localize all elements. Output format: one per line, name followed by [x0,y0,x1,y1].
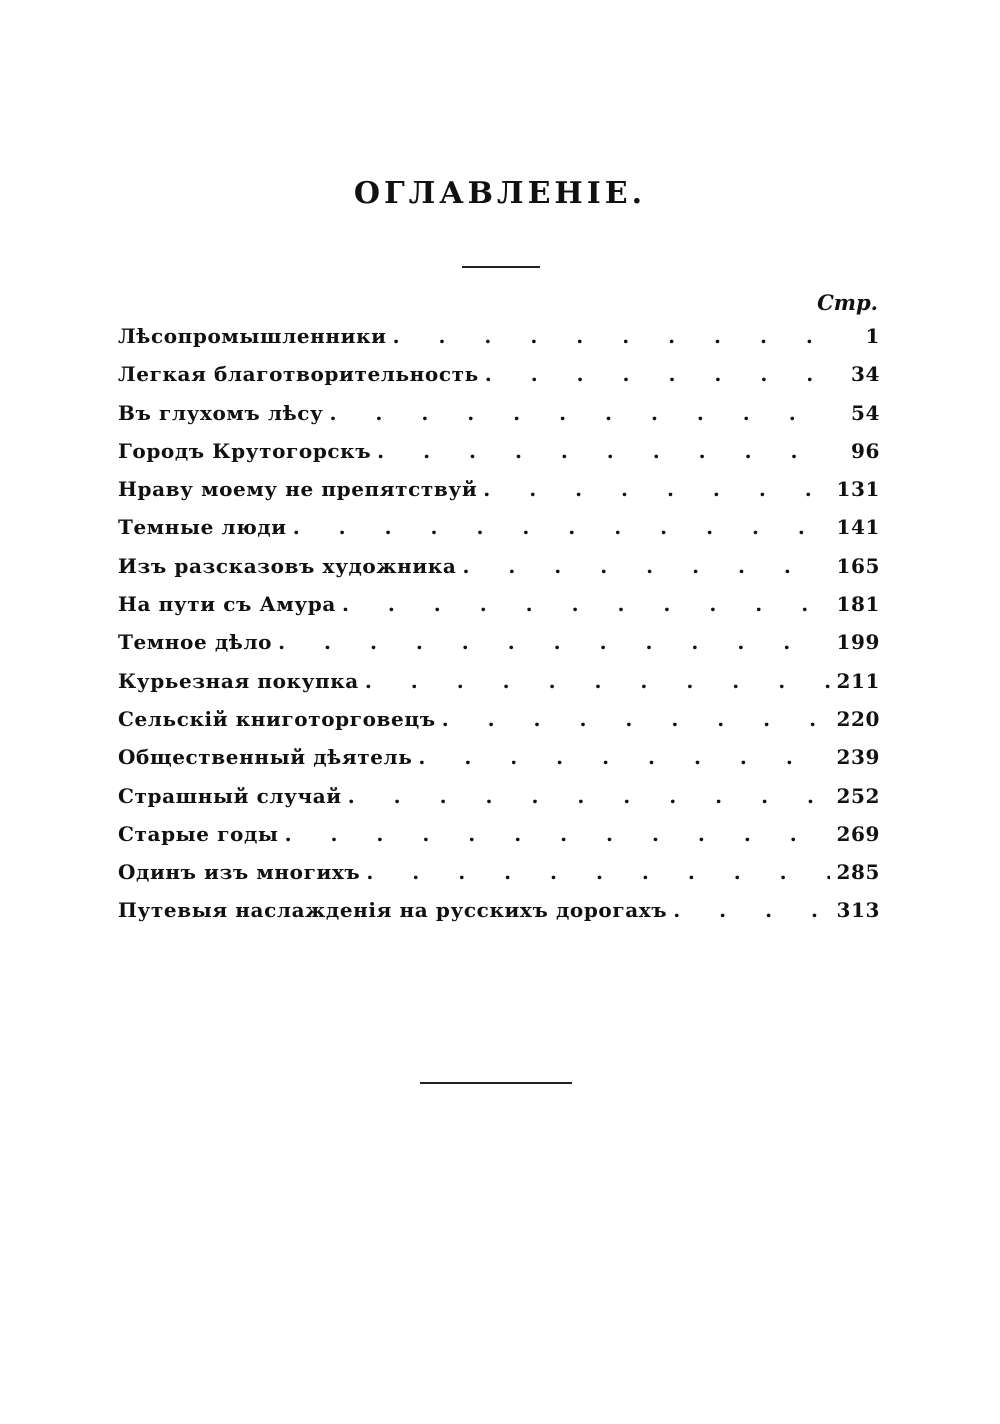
end-divider [420,1082,572,1084]
dot-leader [342,585,830,623]
toc-entry-title: Курьезная покупка [118,668,359,693]
toc-entry-title: Лѣсопромышленники [118,324,387,348]
toc-entry[interactable] [118,508,880,546]
toc-entry-title: Темное дѣло [118,630,273,655]
toc-entry[interactable] [118,470,880,508]
toc-entry-page: 131 [836,477,880,502]
toc-entry[interactable] [118,815,880,853]
dot-leader [485,355,834,393]
dot-leader [462,547,830,585]
dot-leader [393,317,834,355]
toc-entry-title: Путевыя наслажденія на русскихъ дорогахъ [118,898,668,923]
toc-entry[interactable] [118,355,880,393]
toc-entry-page: 54 [850,400,880,425]
toc-entry-title: Сельскій книготорговецъ [118,706,436,731]
toc-entry[interactable] [118,662,880,700]
toc-entry[interactable] [118,777,880,815]
toc-entry[interactable] [118,432,880,470]
dot-leader [442,700,831,738]
dot-leader [329,394,834,432]
toc-entry-page: 313 [836,898,880,923]
toc-entry-page: 220 [836,706,880,731]
toc-entry-page: 239 [836,745,880,770]
toc-entry-title: Легкая благотворительность [118,362,479,387]
toc-entry-title: Нраву моему не препятствуй [118,477,478,502]
toc-entry-title: Одинъ изъ многихъ [118,860,361,885]
dot-leader [673,891,830,929]
dot-leader [418,738,830,776]
dot-leader [285,815,831,853]
dot-leader [348,777,831,815]
page-column-label: Стр. [817,290,878,315]
dot-leader [365,662,831,700]
toc-entry-page: 252 [836,783,880,808]
toc-entry[interactable] [118,623,880,661]
toc-entry-title: Страшный случай [118,783,342,808]
toc-entry-page: 211 [836,668,880,693]
toc-entry-page: 165 [836,553,880,578]
toc-entry[interactable] [118,585,880,623]
toc-entry[interactable] [118,700,880,738]
toc-entry-page: 269 [836,821,880,846]
toc-entry-page: 96 [850,438,880,463]
toc-entry-page: 141 [836,515,880,540]
page-title: ОГЛАВЛЕНІЕ. [353,176,647,211]
toc-entry-title: Изъ разсказовъ художника [118,553,457,578]
toc-entry-title: Городъ Крутогорскъ [118,438,372,463]
toc-entry[interactable] [118,853,880,891]
toc-entry-title: Темные люди [118,515,287,540]
dot-leader [293,508,831,546]
toc-entry[interactable] [118,891,880,929]
title-divider [462,266,540,268]
toc-entry[interactable] [118,547,880,585]
toc-entry-page: 199 [836,630,880,655]
toc-entry[interactable] [118,738,880,776]
dot-leader [483,470,830,508]
toc-entry-title: Старые годы [118,821,279,846]
toc-entry-page: 1 [865,324,880,348]
table-of-contents [118,317,880,930]
toc-entry-title: На пути съ Амура [118,592,336,617]
dot-leader [377,432,834,470]
toc-entry-page: 181 [836,592,880,617]
toc-entry-page: 34 [850,362,880,387]
dot-leader [278,623,830,661]
toc-entry-title: Въ глухомъ лѣсу [118,400,324,425]
toc-entry-title: Общественный дѣятель [118,745,413,770]
toc-entry-page: 285 [836,860,880,885]
toc-entry[interactable] [118,394,880,432]
toc-entry[interactable] [118,317,880,355]
dot-leader [366,853,830,891]
